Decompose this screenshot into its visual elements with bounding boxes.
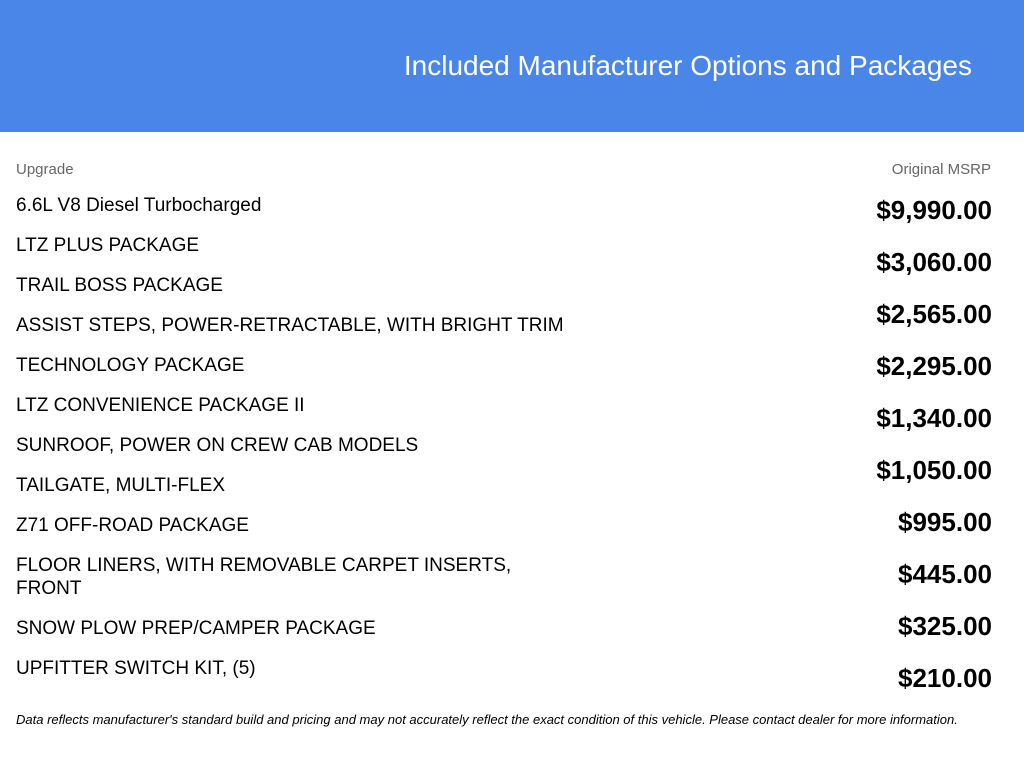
upgrade-item: TECHNOLOGY PACKAGE [16,355,245,376]
upgrade-item: TRAIL BOSS PACKAGE [16,275,223,296]
page-title: Included Manufacturer Options and Packages [403,50,972,81]
upgrade-item: LTZ CONVENIENCE PACKAGE II [16,395,305,416]
disclaimer-text: Data reflects manufacturer's standard build and pricing and may not accurately reflect the exact condition of this vehicle. Please contact dealer for more information. [16,712,958,727]
upgrade-item: SNOW PLOW PREP/CAMPER PACKAGE [16,618,376,639]
price-value: $9,990.00 [876,195,992,225]
price-value: $325.00 [898,611,992,641]
upgrade-item: ASSIST STEPS, POWER-RETRACTABLE, WITH BRIGHT TRIM [16,315,564,336]
upgrade-item: UPFITTER SWITCH KIT, (5) [16,658,256,679]
upgrade-item: 6.6L V8 Diesel Turbocharged [16,195,262,216]
msrp-column-header: Original MSRP [891,161,991,178]
price-list [876,193,992,713]
price-value: $2,295.00 [876,351,992,381]
upgrade-item: SUNROOF, POWER ON CREW CAB MODELS [16,435,419,456]
upgrade-column-header: Upgrade [16,161,74,178]
price-value: $2,565.00 [876,299,992,329]
header-banner [0,0,1024,132]
price-value: $445.00 [898,559,992,589]
upgrade-list [16,194,576,697]
price-value: $995.00 [898,507,992,537]
upgrade-item: Z71 OFF-ROAD PACKAGE [16,515,249,536]
upgrade-item: FLOOR LINERS, WITH REMOVABLE CARPET INSERTS, FRONT [16,555,512,599]
price-value: $1,050.00 [876,455,992,485]
price-value: $210.00 [898,663,992,693]
price-value: $3,060.00 [876,247,992,277]
price-value: $1,340.00 [876,403,992,433]
upgrade-item: TAILGATE, MULTI-FLEX [16,475,226,496]
upgrade-item: LTZ PLUS PACKAGE [16,235,200,256]
